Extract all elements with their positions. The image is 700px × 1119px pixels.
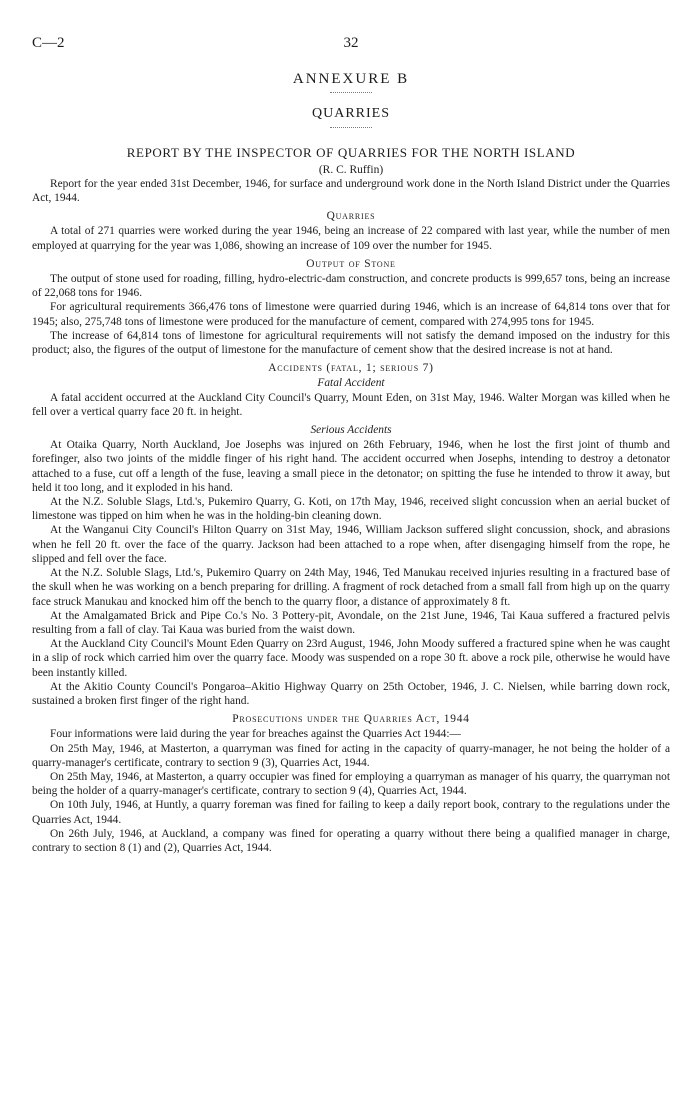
section-divider — [330, 127, 372, 128]
output-paragraph: The output of stone used for roading, filling, hydro-electric-dam construction, and concrete products is 999,657 tons, being an increase of 22,068 tons for 1946. — [32, 273, 670, 300]
title-divider — [330, 92, 372, 93]
serious-accident-paragraph: At the N.Z. Soluble Slags, Ltd.'s, Pukemiro Quarry, G. Koti, on 17th May, 1946, received slight concussion when an aerial bucket of limestone was tipped on him when he was in the holding-bin cleaning down. — [32, 496, 670, 523]
prosecutions-paragraph: On 10th July, 1946, at Huntly, a quarry foreman was fined for failing to keep a daily report book, contrary to the regulations under the Quarries Act, 1944. — [32, 799, 670, 826]
annexure-title: ANNEXURE B — [292, 71, 410, 87]
prosecutions-paragraph: On 26th July, 1946, at Auckland, a company was fined for operating a quarry without there being a qualified manager in charge, contrary to section 8 (1) and (2), Quarries Act, 1944. — [32, 827, 670, 854]
prosecutions-paragraph: On 25th May, 1946, at Masterton, a quarry occupier was fined for employing a quarryman as manager of his quarry, the quarryman not being the holder of a quarry-manager's certificate, contrary to section 9 (4), Quarries Act, 1944. — [32, 770, 670, 798]
serious-accident-paragraph: At the Amalgamated Brick and Pipe Co.'s No. 3 Pottery-pit, Avondale, on the 21st June, 1946, Tai Kaua suffered a fractured pelvis resulting from a fall of clay. Tai Kaua was buried from the waist down. — [32, 609, 670, 636]
series-label: C—2 — [32, 35, 65, 51]
report-author: (R. C. Ruffin) — [318, 163, 384, 176]
quarries-paragraph: A total of 271 quarries were worked during the year 1946, being an increase of 22 compared with last year, while the number of men employed at quarrying for the year was 1,086, showing an increase of 109 over the number for 1945. — [32, 225, 670, 252]
page-number: 32 — [343, 35, 359, 51]
output-paragraph: The increase of 64,814 tons of limestone for agricultural requirements will not satisfy the demand imposed on the industry for this product; also, the figures of the output of limestone for the manufacture of cement show that the desired increase is not at hand. — [32, 329, 670, 357]
section-title: QUARRIES — [311, 106, 390, 122]
serious-accident-paragraph: At the N.Z. Soluble Slags, Ltd.'s, Pukemiro Quarry on 24th May, 1946, Ted Manukau received injuries resulting in a fractured base of the skull when he was working on a bench preparing for drilling. A fragment of rock detached from a small fall from high up on the quarry face struck Manukau and knocked him off the bench to the quarry floor, a distance of approximately 8 ft. — [32, 567, 670, 608]
output-heading: Output of Stone — [306, 257, 396, 270]
serious-accident-paragraph: At Otaika Quarry, North Auckland, Joe Josephs was injured on 26th February, 1946, when he lost the first joint of thumb and forefinger, also two joints of the middle finger of his right hand. The accident occurred when Josephs, intending to destroy a detonator attached to a fuse, cut off a length of the fuse, leaving a small piece in the detonator; on spitting the fuse he intended to throw it away, but held it too long, and it exploded in his hand. — [32, 439, 670, 494]
accidents-heading: Accidents (fatal, 1; serious 7) — [268, 362, 434, 375]
prosecutions-paragraph: On 25th May, 1946, at Masterton, a quarryman was fined for acting in the capacity of quarry-manager, he not being the holder of a quarry-manager's certificate, contrary to section 9 (3), Quarries Act, 1944. — [32, 742, 670, 769]
serious-accident-paragraph: At the Akitio County Council's Pongaroa–Akitio Highway Quarry on 25th October, 1946, J. C. Nielsen, while barring down rock, sustained a broken first finger of the right hand. — [32, 680, 670, 707]
prosecutions-heading: Prosecutions under the Quarries Act, 1944 — [232, 713, 470, 726]
intro-paragraph: Report for the year ended 31st December, 1946, for surface and underground work done in the North Island District under the Quarries Act, 1944. — [32, 177, 670, 205]
prosecutions-paragraph: Four informations were laid during the year for breaches against the Quarries Act 1944:— — [50, 728, 461, 741]
output-paragraph: For agricultural requirements 366,476 tons of limestone were quarried during 1946, which is an increase of 64,814 tons over that for 1945; also, 275,748 tons of limestone were produced for the manufacture of cement, compared with 274,995 tons for 1945. — [32, 301, 670, 328]
report-title: REPORT BY THE INSPECTOR OF QUARRIES FOR THE NORTH ISLAND — [126, 145, 576, 161]
serious-accident-paragraph: At the Auckland City Council's Mount Eden Quarry on 23rd August, 1946, John Moody suffered a fractured spine when he was caught in a slip of rock which carried him over the quarry face. Moody was suspended on a rope 30 ft. above a rock pile, otherwise he would have been instantly killed. — [32, 638, 670, 679]
page-header — [32, 36, 670, 62]
fatal-accident-paragraph: A fatal accident occurred at the Auckland City Council's Quarry, Mount Eden, on 31st May, 1946. Walter Morgan was killed when he fell over a vertical quarry face 20 ft. in height. — [32, 391, 670, 418]
serious-accidents-heading: Serious Accidents — [310, 424, 392, 437]
fatal-accident-heading: Fatal Accident — [317, 377, 385, 390]
quarries-heading: Quarries — [326, 210, 376, 223]
serious-accident-paragraph: At the Wanganui City Council's Hilton Quarry on 31st May, 1946, William Jackson suffered slight concussion, shock, and abrasions when he fell 20 ft. over the face of the quarry. Jackson had been attached to a rope when, after disengaging himself from the rope, he slipped and fell over the face. — [32, 524, 670, 565]
